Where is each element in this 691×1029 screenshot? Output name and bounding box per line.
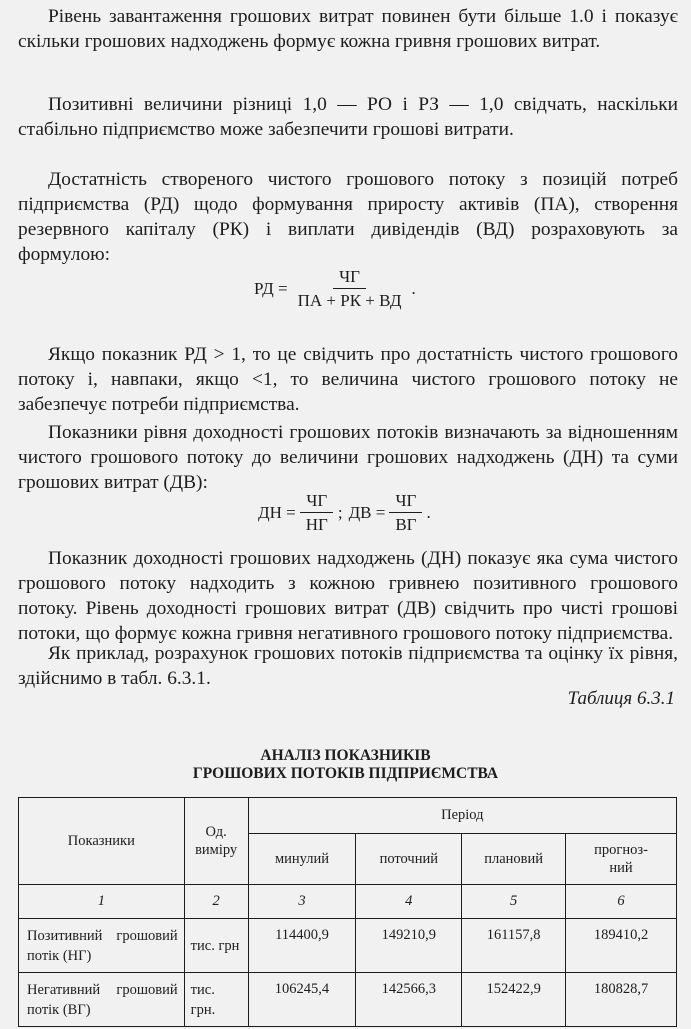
formula-rd-denominator: ПА + РК + ВД (297, 291, 402, 310)
header-unit: Од. виміру (184, 798, 248, 885)
paragraph-4: Якщо показник РД > 1, то це свідчить про достатність чистого грошового потоку і, навпаки, якщо <1, то величина чистого грошового потоку не забезпечує потреби підприємства. (18, 344, 678, 415)
formula-dv-fraction (389, 492, 422, 533)
formula-dv-end: . (426, 503, 431, 522)
column-number-3: 3 (248, 885, 356, 919)
formula-dn-numerator: ЧГ (300, 492, 333, 513)
formula-dn-dv (258, 492, 431, 533)
row-unit: тис. грн (184, 919, 248, 973)
paragraph-3: Достатність створеного чистого грошового потоку з позицій потреб підприємства (РД) щодо формування приросту активів (ПА), створення резервного капіталу (РК) і виплати дивідендів (ВД) розраховують за формулою: (18, 169, 678, 265)
formula-dn-lhs: ДН = (258, 503, 296, 522)
row-unit: тис. грн. (184, 973, 248, 1027)
paragraph-6: Показник доходності грошових надходжень (ДН) показує яка сума чистого грошового потоку надходить з кожною гривнею позитивного грошового потоку. Рівень доходності грошових витрат (ДВ) свідчить про чисті грошові потоки, що формує кожна гривня негативного грошового потоку підприємства. (18, 548, 678, 644)
paragraph-7: Як приклад, розрахунок грошових потоків підприємства та оцінку їх рівня, здійснимо в табл. 6.3.1. (18, 643, 678, 689)
table-title-line-1: АНАЛІЗ ПОКАЗНИКІВ (260, 747, 431, 764)
paragraph-2: Позитивні величини різниці 1,0 — РО і РЗ — 1,0 свідчать, наскільки стабільно підприємство може забезпечити грошові витрати. (18, 94, 678, 140)
cell-value: 189410,2 (566, 919, 677, 973)
table-row (19, 973, 677, 1027)
row-label-positive-flow: Позитивний грошовий потік (НГ) (19, 919, 185, 973)
formula-rd-numerator: ЧГ (333, 268, 366, 289)
column-number-4: 4 (356, 885, 462, 919)
cell-value: 142566,3 (356, 973, 462, 1027)
formula-rd-fraction (292, 268, 408, 309)
formula-dn-fraction (300, 492, 334, 533)
cell-value: 114400,9 (248, 919, 356, 973)
table-row (19, 919, 677, 973)
header-period-planned: плановий (462, 834, 566, 885)
formula-dv-numerator: ЧГ (389, 492, 422, 513)
cash-flow-table (18, 797, 677, 1027)
header-period-past: минулий (248, 834, 356, 885)
paragraph-5: Показники рівня доходності грошових потоків визначають за відношенням чистого грошового потоку до величини грошових надходжень (ДН) та суми грошових витрат (ДВ): (18, 422, 678, 493)
column-number-5: 5 (462, 885, 566, 919)
cell-value: 180828,7 (566, 973, 677, 1027)
header-period-forecast: прогноз-ний (566, 834, 677, 885)
column-number-6: 6 (566, 885, 677, 919)
cell-value: 149210,9 (356, 919, 462, 973)
paragraph-1: Рівень завантаження грошових витрат повинен бути більше 1.0 і показує скільки грошових надходжень формує кожна гривня грошових витрат. (18, 6, 678, 52)
cell-value: 106245,4 (248, 973, 356, 1027)
row-label-negative-flow: Негативний грошовий потік (ВГ) (19, 973, 185, 1027)
formula-dn-denominator: НГ (305, 515, 328, 534)
header-period: Період (248, 798, 676, 834)
formula-dv-denominator: ВГ (395, 515, 417, 534)
header-period-current: поточний (356, 834, 462, 885)
formula-dv-lhs: ДВ = (348, 503, 386, 522)
cell-value: 152422,9 (462, 973, 566, 1027)
table-label: Таблиця 6.3.1 (567, 688, 675, 709)
formula-rd (254, 268, 416, 309)
table-title-line-2: ГРОШОВИХ ПОТОКІВ ПІДПРИЄМСТВА (192, 765, 499, 782)
table-header-row-1 (19, 798, 677, 834)
column-number-1: 1 (19, 885, 185, 919)
formula-separator: ; (337, 503, 343, 522)
formula-rd-end: . (411, 279, 416, 298)
header-indicators: Показники (19, 798, 185, 885)
table-column-numbers-row (19, 885, 677, 919)
formula-rd-lhs: РД = (254, 279, 288, 298)
column-number-2: 2 (184, 885, 248, 919)
cell-value: 161157,8 (462, 919, 566, 973)
